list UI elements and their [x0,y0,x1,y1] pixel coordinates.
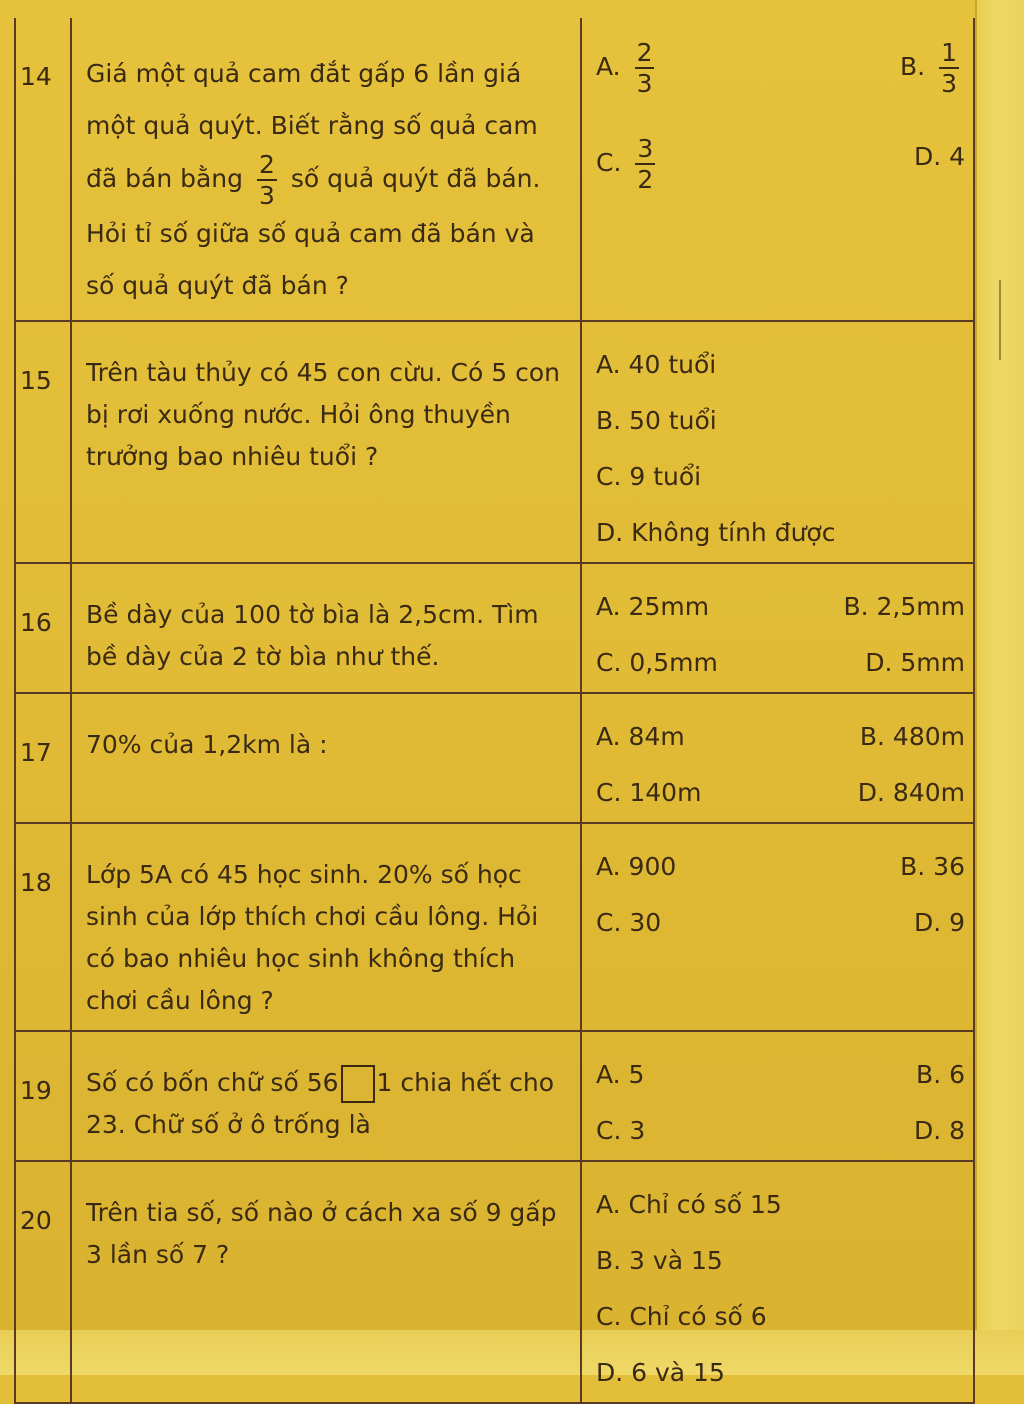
answer-options [581,563,974,693]
quiz-table [14,18,975,1404]
option-b: B. 6 [916,1060,965,1089]
question-row-15 [15,321,974,563]
question-number: 15 [15,321,71,563]
question-text-part: Số có bốn chữ số 56 [86,1068,339,1097]
option-b: B. 3 và 15 [596,1246,723,1275]
option-c: C. Chỉ có số 6 [596,1302,767,1331]
fraction [939,40,959,96]
fraction-numerator: 3 [637,134,654,163]
fraction-numerator: 2 [258,150,275,179]
option-b: B. 480m [859,722,965,751]
question-number: 14 [15,18,71,321]
answer-options [581,321,974,563]
option-a: A. 5 [596,1060,645,1089]
question-text: 70% của 1,2km là : [71,693,581,823]
option-b: B. 36 [900,852,965,881]
option-value: 4 [949,142,965,171]
option-a: A. Chỉ có số 15 [596,1190,782,1219]
option-label: D. [913,142,942,171]
option-d: D. 6 và 15 [596,1358,725,1387]
answer-options [581,693,974,823]
fraction-numerator: 2 [636,38,653,67]
fraction-numerator: 1 [941,38,957,67]
question-number: 20 [15,1161,71,1403]
question-text: Bề dày của 100 tờ bìa là 2,5cm. Tìm bề dày của 2 tờ bìa như thế. [71,563,581,693]
option-d: D. 8 [913,1116,965,1145]
question-text: Trên tia số, số nào ở cách xa số 9 gấp 3 lần số 7 ? [71,1161,581,1403]
blank-box [341,1065,375,1103]
fraction-denominator: 3 [258,181,275,210]
option-d: D. 5mm [865,648,965,677]
option-label: B. [900,52,926,81]
answer-options [581,1161,974,1403]
option-a: A. 40 tuổi [596,350,717,379]
option-b: B. 50 tuổi [596,406,717,435]
option-c: C. 9 tuổi [596,462,702,491]
option-b [785,40,974,96]
option-a: A. 25mm [596,592,710,621]
option-a [596,40,785,96]
answer-options [581,18,974,321]
question-text-part: Giá một quả cam đắt gấp 6 lần giá một quả quýt. Biết rằng số quả cam đã bán bằng [86,59,538,193]
question-number: 18 [15,823,71,1031]
fraction [635,136,655,192]
fraction [257,152,277,208]
question-text: Lớp 5A có 45 học sinh. 20% số học sinh của lớp thích chơi cầu lông. Hỏi có bao nhiêu học sinh không thích chơi cầu lông ? [71,823,581,1031]
option-a: A. 900 [596,852,677,881]
question-text-part: số quả quýt đã bán. Hỏi tỉ số giữa số quả cam đã bán và số quả quýt đã bán ? [86,164,541,300]
option-d [785,136,974,192]
question-row-20 [15,1161,974,1403]
question-text [71,1031,581,1161]
question-row-19 [15,1031,974,1161]
option-a: A. 84m [596,722,685,751]
question-row-18 [15,823,974,1031]
option-label: C. [596,148,622,177]
option-b: B. 2,5mm [843,592,965,621]
option-c: C. 3 [596,1116,646,1145]
answer-options [581,823,974,1031]
page-right-edge [975,0,1024,1375]
fraction-denominator: 2 [637,165,654,194]
option-c [596,136,785,192]
fraction-denominator: 3 [941,69,957,98]
question-text [71,18,581,321]
question-text-part: 1 chia hết cho 23. Chữ số ở ô trống là [86,1068,555,1139]
option-d: D. Không tính được [596,518,836,547]
option-c: C. 0,5mm [596,648,718,677]
question-number: 16 [15,563,71,693]
answer-options [581,1031,974,1161]
option-label: A. [596,52,621,81]
question-number: 19 [15,1031,71,1161]
question-row-16 [15,563,974,693]
option-c: C. 30 [596,908,662,937]
option-d: D. 9 [913,908,965,937]
fraction-denominator: 3 [636,69,653,98]
question-row-14 [15,18,974,321]
fraction [635,40,655,96]
question-text: Trên tàu thủy có 45 con cừu. Có 5 con bị rơi xuống nước. Hỏi ông thuyền trưởng bao nhiêu tuổi ? [71,321,581,563]
question-number: 17 [15,693,71,823]
option-c: C. 140m [596,778,702,807]
option-d: D. 840m [857,778,965,807]
question-row-17 [15,693,974,823]
